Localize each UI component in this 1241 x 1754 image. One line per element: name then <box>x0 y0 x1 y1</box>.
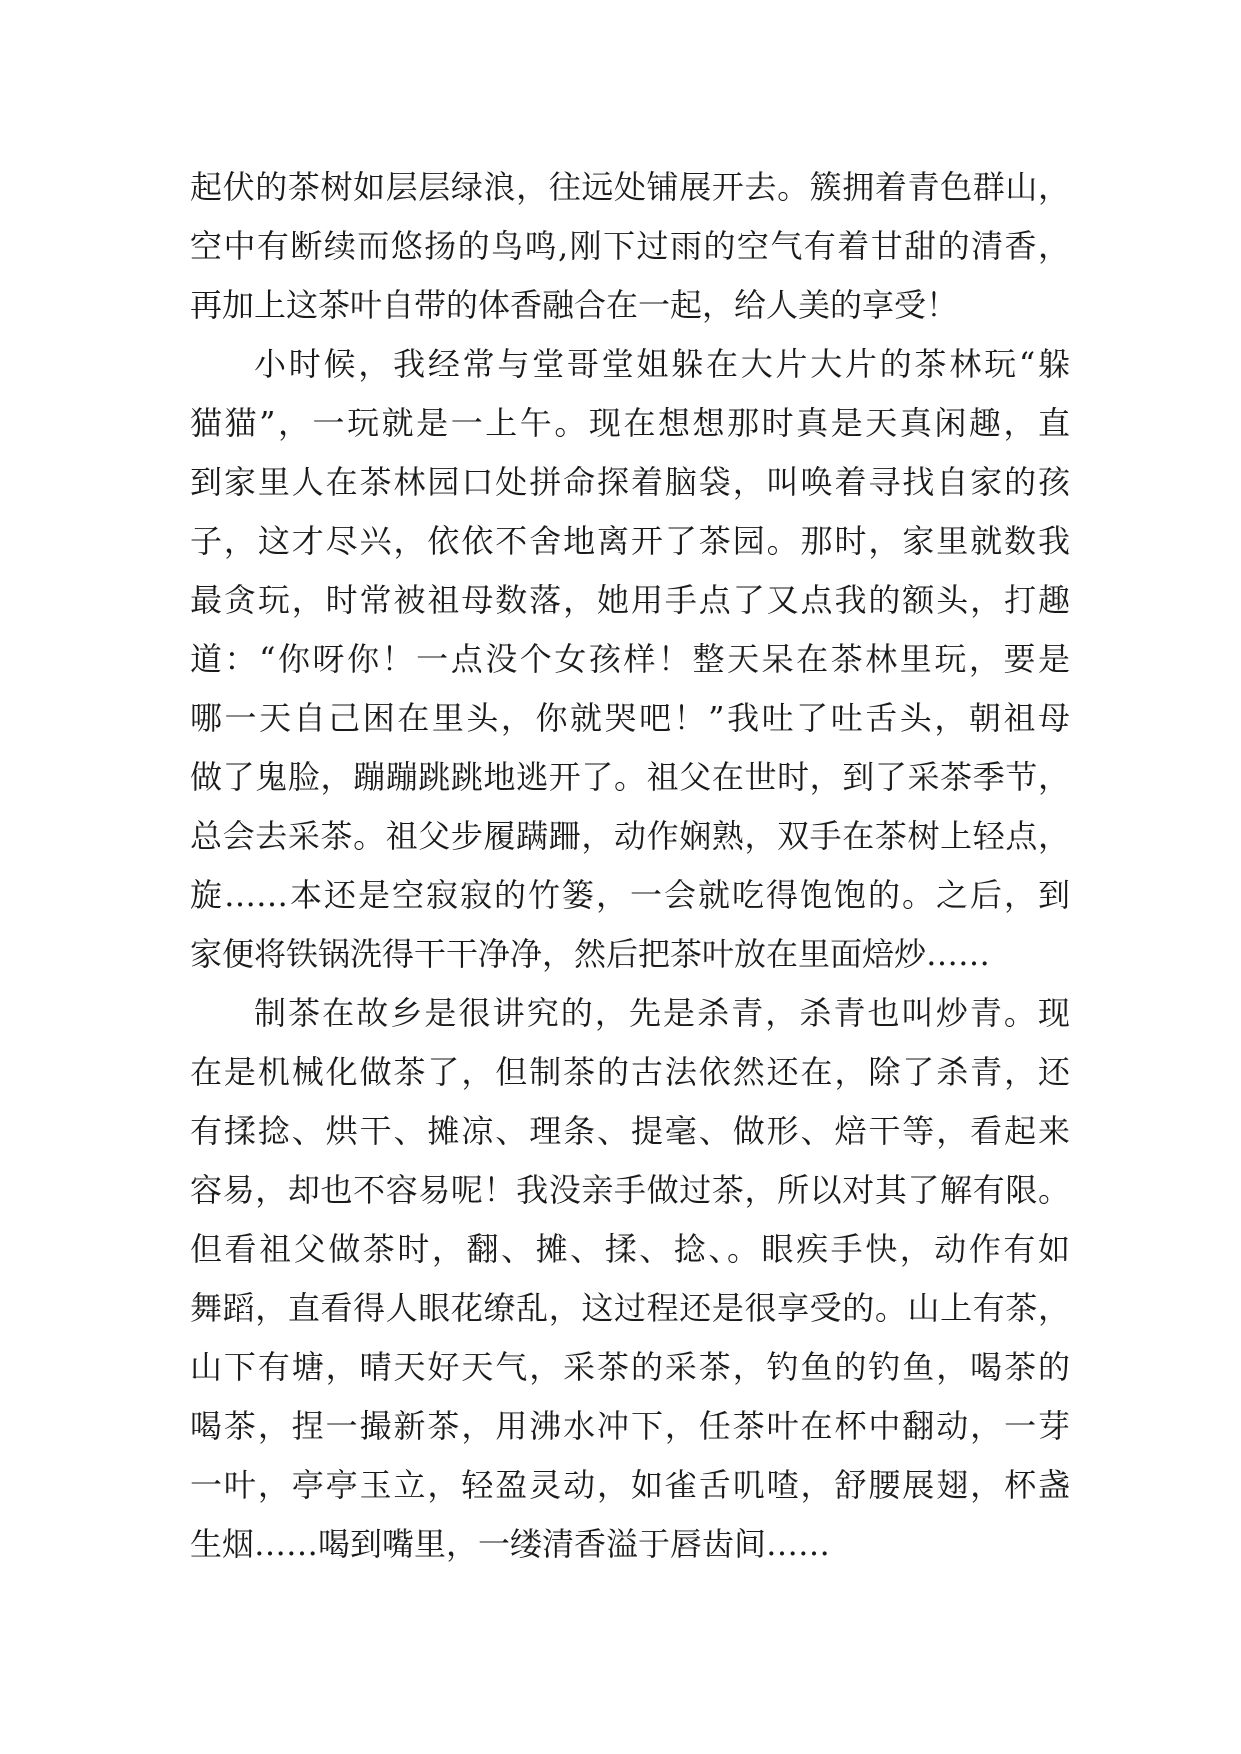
text-line: 做了鬼脸，蹦蹦跳跳地逃开了。祖父在世时，到了采茶季节， <box>190 758 1070 796</box>
paragraph-3 <box>190 984 1070 1574</box>
text-line: 制茶在故乡是很讲究的，先是杀青，杀青也叫炒青。现 <box>254 994 1070 1032</box>
text-line: 起伏的茶树如层层绿浪，往远处铺展开去。簇拥着青色群山， <box>190 168 1070 206</box>
document-page <box>190 158 1070 1574</box>
text-line: 旋……本还是空寂寂的竹篓，一会就吃得饱饱的。之后，到 <box>190 876 1070 914</box>
text-line: 再加上这茶叶自带的体香融合在一起，给人美的享受！ <box>190 286 959 324</box>
text-line: 哪一天自己困在里头，你就哭吧！”我吐了吐舌头，朝祖母 <box>190 699 1070 737</box>
text-line: 空中有断续而悠扬的鸟鸣,刚下过雨的空气有着甘甜的清香， <box>190 227 1070 265</box>
text-line: 生烟……喝到嘴里，一缕清香溢于唇齿间…… <box>190 1525 831 1563</box>
text-line: 道：“你呀你！一点没个女孩样！整天呆在茶林里玩，要是 <box>190 640 1070 678</box>
paragraph-1 <box>190 158 1070 335</box>
text-line: 小时候，我经常与堂哥堂姐躲在大片大片的茶林玩“躲 <box>254 345 1070 383</box>
text-line: 子，这才尽兴，依依不舍地离开了茶园。那时，家里就数我 <box>190 522 1070 560</box>
text-line: 到家里人在茶林园口处拼命探着脑袋，叫唤着寻找自家的孩 <box>190 463 1070 501</box>
text-line: 山下有塘，晴天好天气，采茶的采茶，钓鱼的钓鱼，喝茶的 <box>190 1348 1070 1386</box>
text-line: 喝茶，捏一撮新茶，用沸水冲下，任茶叶在杯中翻动，一芽 <box>190 1407 1070 1445</box>
text-line: 但看祖父做茶时，翻、摊、揉、捻、。眼疾手快，动作有如 <box>190 1230 1070 1268</box>
text-line: 猫猫”，一玩就是一上午。现在想想那时真是天真闲趣，直 <box>190 404 1070 442</box>
text-line: 在是机械化做茶了，但制茶的古法依然还在，除了杀青，还 <box>190 1053 1070 1091</box>
text-line: 有揉捻、烘干、摊凉、理条、提毫、做形、焙干等，看起来 <box>190 1112 1070 1150</box>
text-line: 一叶，亭亭玉立，轻盈灵动，如雀舌叽喳，舒腰展翅，杯盏 <box>190 1466 1070 1504</box>
paragraph-2 <box>190 335 1070 984</box>
text-line: 总会去采茶。祖父步履蹒跚，动作娴熟，双手在茶树上轻点， <box>190 817 1070 855</box>
text-line: 舞蹈，直看得人眼花缭乱，这过程还是很享受的。山上有茶， <box>190 1289 1070 1327</box>
text-line: 容易，却也不容易呢！我没亲手做过茶，所以对其了解有限。 <box>190 1171 1070 1209</box>
text-line: 家便将铁锅洗得干干净净，然后把茶叶放在里面焙炒…… <box>190 935 991 973</box>
text-line: 最贪玩，时常被祖母数落，她用手点了又点我的额头，打趣 <box>190 581 1070 619</box>
